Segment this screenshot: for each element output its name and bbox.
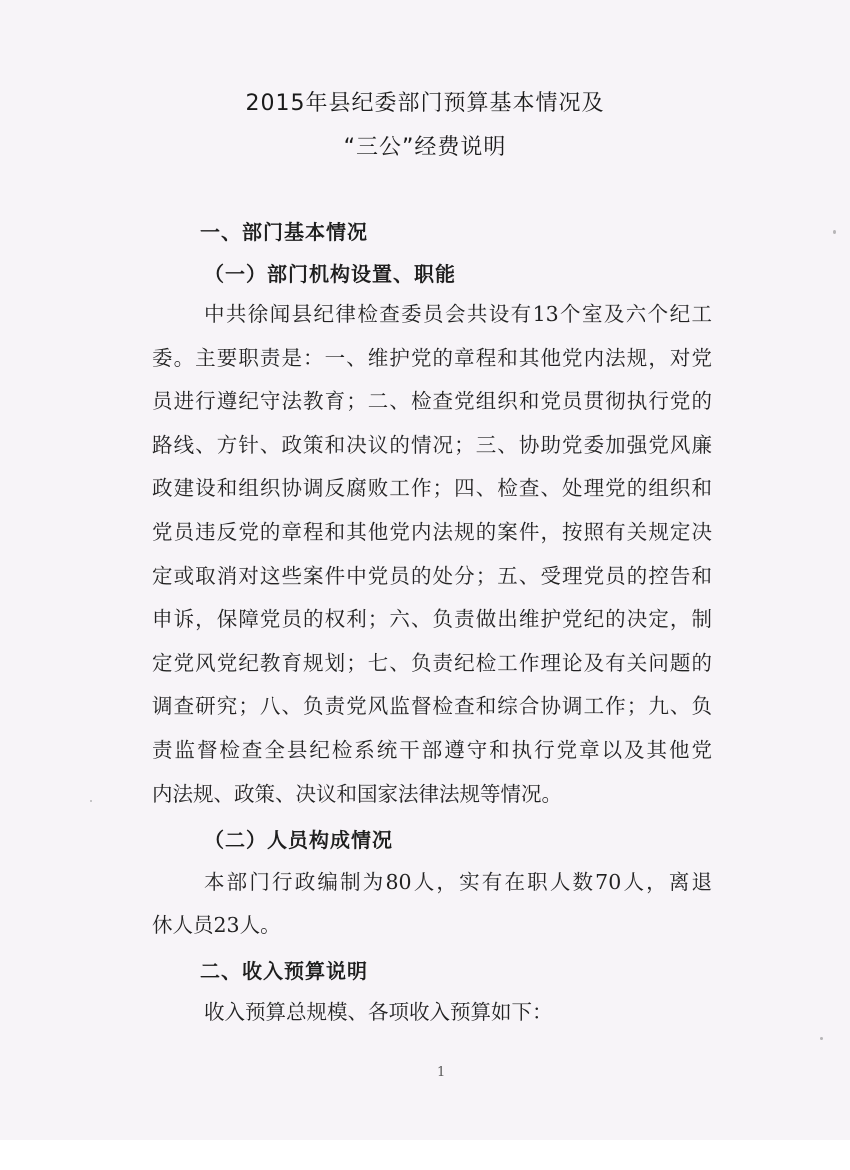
document-title-line-2: “三公”经费说明: [343, 135, 507, 160]
paragraph-line: 调查研究；八、负责党风监督检查和综合协调工作；九、负: [152, 694, 712, 718]
paragraph-line: 内法规、政策、决议和国家法律法规等情况。: [152, 782, 562, 806]
paragraph-line: 路线、方针、政策和决议的情况；三、协助党委加强党风廉: [152, 433, 712, 457]
paragraph-line: 休人员23人。: [152, 913, 281, 937]
paragraph-line: 员进行遵纪守法教育；二、检查党组织和党员贯彻执行党的: [152, 389, 712, 413]
scan-speck: [820, 1037, 823, 1040]
section-heading-basic-info: 一、部门基本情况: [200, 220, 368, 244]
paragraph-line: 定或取消对这些案件中党员的处分；五、受理党员的控告和: [152, 564, 712, 588]
paragraph-line: 政建设和组织协调反腐败工作；四、检查、处理党的组织和: [152, 476, 712, 500]
paragraph-line: 中共徐闻县纪律检查委员会共设有13个室及六个纪工: [204, 302, 712, 326]
paragraph-line: 本部门行政编制为80人，实有在职人数70人，离退: [204, 870, 712, 894]
section-heading-income-budget: 二、收入预算说明: [200, 959, 368, 983]
document-title-line-1: 2015年县纪委部门预算基本情况及: [245, 91, 605, 116]
paragraph-line: 责监督检查全县纪检系统干部遵守和执行党章以及其他党: [152, 738, 712, 762]
paragraph-line: 定党风党纪教育规划；七、负责纪检工作理论及有关问题的: [152, 651, 712, 675]
paragraph-line: 收入预算总规模、各项收入预算如下：: [204, 1000, 553, 1024]
paragraph-line: 党员违反党的章程和其他党内法规的案件，按照有关规定决: [152, 520, 712, 544]
scan-bottom-margin: [0, 1140, 850, 1170]
subsection-heading-organization: （一）部门机构设置、职能: [204, 262, 456, 286]
scan-speck: [833, 230, 836, 234]
subsection-heading-staffing: （二）人员构成情况: [204, 828, 393, 852]
scan-speck: [90, 800, 92, 802]
paragraph-line: 申诉，保障党员的权利；六、负责做出维护党纪的决定，制: [152, 607, 712, 631]
page-number: 1: [437, 1065, 446, 1080]
paragraph-line: 委。主要职责是：一、维护党的章程和其他党内法规，对党: [152, 346, 712, 370]
